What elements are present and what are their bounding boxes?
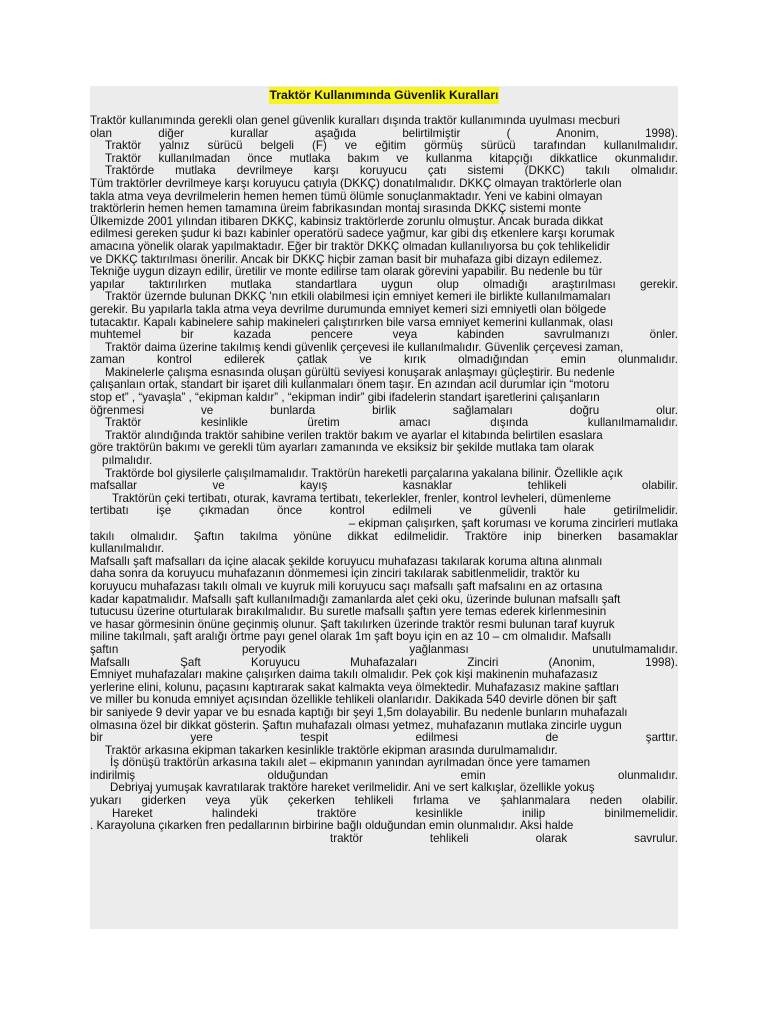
text-line: olan diğer kurallar aşağıda belirtilmiştir ( Anonim, 1998). [90, 126, 678, 140]
text-line: tertibatı işe çıkmadan önce kontrol edilmeli ve güvenli hale getirilmelidir. [90, 504, 678, 518]
text-line: daha sonra da koruyucu muhafazanın dönmemesi için zinciri takılarak sabitlenmelidir, traktör ku [90, 567, 580, 581]
text-line: ve DKKÇ taktırılması önerilir. Ancak bir DKKÇ hiçbir zaman basit bir muhafaza gibi dizayn edilemez. [90, 252, 603, 266]
text-line: bir saniyede 9 devir yapar ve bu esnada kaptığı bir şeyi 1,5m dolayabilir. Bu nedenle bunların muhafazalı [90, 705, 628, 719]
text-line: Debriyaj yumuşak kavratılarak traktöre hareket verilmelidir. Ani ve sert kalkışlar, özellikle yokuş [110, 781, 595, 795]
text-line: muhtemel bir kazada pencere veya kabinden savrulmanızı önler. [90, 328, 678, 342]
text-line: Hareket halindeki traktöre kesinlikle inilip binilmemelidir. [112, 806, 678, 820]
text-line: Traktör kesinlikle üretim amacı dışında kullanılmamalıdır. [105, 416, 678, 430]
text-line: Traktör üzernde bulunan DKKÇ 'nın etkili olabilmesi için emniyet kemeri ile birlikte kullanılmamaları [105, 290, 611, 304]
text-line: Traktör alındığında traktör sahibine verilen traktör bakım ve ayarlar el kitabında belirtilen esaslara [105, 428, 603, 442]
text-line: mafsallar ve kayış kasnaklar tehlikeli olabilir. [90, 479, 678, 493]
text-line: edilmesi gereken şudur ki bazı kabinler operatörü sadece yağmur, kar gibi dış etkenlere karşı korumak [90, 227, 615, 241]
text-line: ve miller bu konuda emniyet açısından özellikle tehlikeli olanlarıdır. Dakikada 540 devirle dönen bir şaft [90, 693, 617, 707]
text-line: kadar kapatmalıdır. Mafsallı şaft kullanılmadığı zamanlarda alet çeki oku, üzerinde bulunan mafsallı şaft [90, 592, 621, 606]
text-line: stop et” , “yavaşla” , “ekipman kaldır” , “ekipman indir” gibi ifadelerin standart işaretlerini çalışanların [90, 391, 600, 405]
text-line: traktör tehlikeli olarak savrulur. [330, 831, 678, 845]
text-line: Makinelerle çalışma esnasında oluşan gürültü seviyesi konuşarak anlaşmayı güçleştirir. Bu nedenle [105, 365, 615, 379]
text-line: Traktör arkasına ekipman takarken kesinlikle traktörle ekipman arasında durulmamalıdır. [105, 743, 558, 757]
text-line: Traktör kullanımında gerekli olan genel güvenlik kuralları dışında traktör kullanımında uyulması mecburi [90, 114, 620, 127]
text-line: öğrenmesi ve bunlarda birlik sağlamaları doğru olur. [90, 403, 678, 417]
text-line: Tekniğe uygun dizayn edilir, üretilir ve monte edilirse tam olarak görevini yapabilir. Bu nedenle bu tür [90, 265, 603, 279]
text-line: Mafsallı şaft mafsalları da içine alacak şekilde koruyucu muhafazası takılarak koruma altına alınmalı [90, 554, 603, 568]
document-page [90, 86, 678, 929]
text-line: olmasına özel bir dikkat gösterin. Şaftın muhafazalı olması yetmez, muhafazanın mutlaka zincirle uygun [90, 718, 622, 732]
text-line: Traktör daima üzerine takılmış kendi güvenlik çerçevesi ile kullanılmalıdır. Güvenlik çerçevesi zaman, [105, 340, 624, 354]
text-line: Ülkemizde 2001 yılından itibaren DKKÇ, kabinsiz traktörlerde zorunlu olmuştur. Ancak burada dikkat [90, 214, 603, 228]
text-line: pılmalıdır. [102, 454, 153, 468]
document-body [90, 115, 678, 845]
text-line: Traktörün çeki tertibatı, oturak, kavrama tertibatı, tekerlekler, frenler, kontrol levheleri, dümenleme [112, 491, 611, 505]
text-line: Emniyet muhafazaları makine çalışırken daima takılı olmalıdır. Pek çok kişi makinenin muhafazasız [90, 668, 598, 682]
text-line: koruyucu muhafazası takılı olmalı ve kuyruk mili koruyucu saçı mafsallı şaft mafsalını en az ortasına [90, 579, 603, 593]
text-line: yukarı giderken veya yük çekerken tehlikeli fırlama ve şahlanmalara neden olabilir. [90, 794, 678, 808]
text-line: bir yere tespit edilmesi de şarttır. [90, 731, 678, 745]
text-line: takılı olmalıdır. Şaftın takılma yönüne dikkat edilmelidir. Traktöre inip binerken basamaklar [90, 529, 678, 543]
title-row [90, 86, 678, 103]
text-line: yapılar taktırılırken mutlaka standartlara uygun olup olmadığı araştırılması gerekir. [90, 277, 678, 291]
text-line: ve hasar görmesinin önüne geçinmiş olunur. Şaft takılırken üzerinde traktör resmi bulunan taraf kuyruk [90, 617, 615, 631]
text-line: traktörlerin hemen hemen tamamına üreim fabrikasından montaj sırasında DKKÇ sistemi monte [90, 202, 582, 216]
text-line: göre traktörün bakımı ve gerekli tüm ayarları zamanında ve eksiksiz bir şekilde mutlaka tam olarak [90, 441, 594, 455]
text-line: zaman kontrol edilerek çatlak ve kırık olmadığından emin olunmalıdır. [90, 353, 678, 367]
text-line: – ekipman çalışırken, şaft koruması ve koruma zincirleri mutlaka [348, 517, 678, 530]
text-line: Traktörde bol giysilerle çalışılmamalıdır. Traktörün hareketli parçalarına yakalana bilinir. Özellikle açık [105, 466, 623, 480]
text-line: Traktörde mutlaka devrilmeye karşı koruyucu çatı sistemi (DKKC) takılı olmalıdır. [105, 164, 678, 178]
document-title: Traktör Kullanımında Güvenlik Kuralları [269, 88, 499, 102]
text-line: Traktör yalnız sürücü belgeli (F) ve eğitim görmüş sürücü tarafından kullanılmalıdır. [105, 139, 678, 153]
text-line: takla atma veya devrilmelerin hemen hemen tümü ölümle sonuçlanmaktadır. Yeni ve kabini olmayan [90, 189, 603, 203]
text-line: tutacaktır. Kapalı kabinelere sahip makineleri çalıştırırken bile varsa emniyet kemerini kullanmak, olası [90, 315, 614, 329]
text-line: amacına yönelik olarak yapılmaktadır. Eğer bir traktör DKKÇ olmadan kullanılıyorsa bu çok tehlikelidir [90, 239, 611, 253]
text-line: İş dönüşü traktörün arkasına takılı alet – ekipmanın yanından ayrılmadan önce yere tamamen [110, 756, 591, 770]
text-line: çalışanlaın ortak, standart bir işaret dili kullanmaları önem taşır. En azından acil durumlar için “motoru [90, 378, 610, 392]
text-line: tutucusu üzerine oturtularak bırakılmalıdır. Bu suretle mafsallı şaftın yere temas ederek kirlenmesinin [90, 605, 607, 619]
text-line: Tüm traktörler devrilmeye karşı koruyucu çatıyla (DKKÇ) donatılmalıdır. DKKÇ olmayan traktörlerle olan [90, 176, 622, 190]
text-line: indirilmiş olduğundan emin olunmalıdır. [90, 768, 678, 782]
text-line: şaftın peryodik yağlanması unutulmamalıdır. [90, 642, 678, 656]
text-line: miline takılmalı, şaft aralığı örtme payı genel olarak 1m şaft boyu için en az 10 – cm olmalıdır. Mafsallı [90, 630, 612, 644]
text-line: gerekir. Bu yapılarla takla atma veya devrilme durumunda emniyet kemeri sizi emniyetli olan bölgede [90, 302, 607, 316]
text-line: yerlerine elini, kolunu, paçasını kaptırarak sakat kalmakta veya ölmektedir. Muhafazasız makine şaftları [90, 680, 620, 694]
text-line: kullanılmalıdır. [90, 542, 165, 556]
text-line: Mafsallı Şaft Koruyucu Muhafazaları Zinciri (Anonim, 1998). [90, 655, 678, 669]
text-line: . Karayoluna çıkarken fren pedallarının birbirine bağlı olduğundan emin olunmalıdır. Aksi halde [90, 819, 574, 833]
text-line: Traktör kullanılmadan önce mutlaka bakım ve kullanma kitapçığı dikkatlice okunmalıdır. [105, 151, 678, 165]
